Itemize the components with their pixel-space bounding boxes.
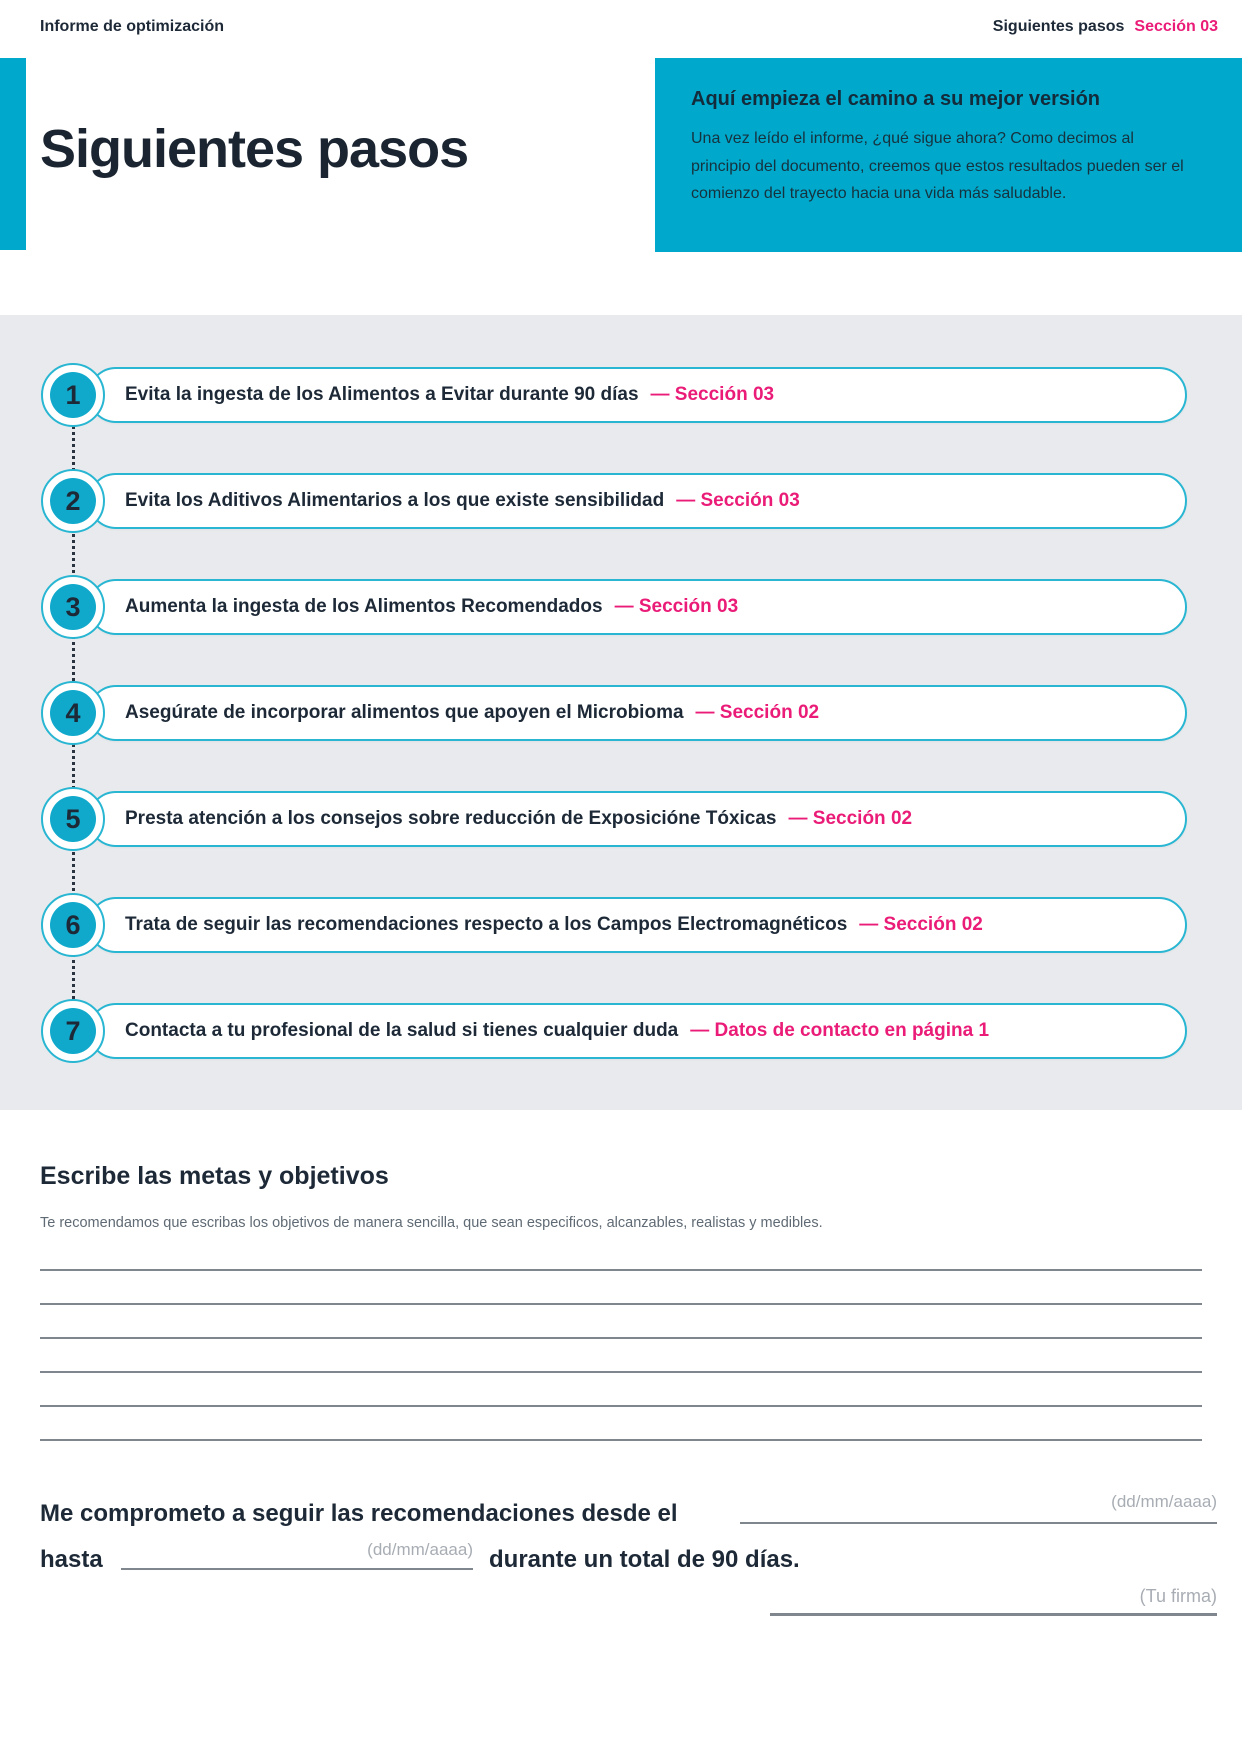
writing-line[interactable] — [40, 1303, 1202, 1305]
header-section-tag: Sección 03 — [1134, 18, 1218, 35]
step-number: 5 — [50, 796, 96, 842]
writing-line[interactable] — [40, 1439, 1202, 1441]
commitment-sentence-end: durante un total de 90 días. — [489, 1546, 800, 1573]
step-text: Trata de seguir las recomendaciones respecto a los Campos Electromagnéticos — [125, 914, 848, 935]
step-number: 6 — [50, 902, 96, 948]
step-pill — [88, 685, 1187, 741]
step-row — [0, 1003, 1242, 1059]
step-pill — [88, 791, 1187, 847]
page-title: Siguientes pasos — [40, 119, 469, 179]
step-row — [0, 367, 1242, 423]
step-row — [0, 685, 1242, 741]
step-number-badge — [41, 681, 105, 745]
writing-line[interactable] — [40, 1269, 1202, 1271]
step-reference-link[interactable]: — Sección 03 — [650, 384, 775, 405]
start-date-field[interactable]: (dd/mm/aaaa) — [740, 1492, 1217, 1524]
step-reference-link[interactable]: — Sección 03 — [614, 596, 739, 617]
step-pill — [88, 473, 1187, 529]
step-row — [0, 579, 1242, 635]
step-number-badge — [41, 363, 105, 427]
intro-box — [655, 58, 1242, 252]
step-pill — [88, 1003, 1187, 1059]
writing-line[interactable] — [40, 1337, 1202, 1339]
commitment-sentence-middle: hasta — [40, 1546, 103, 1573]
step-text: Aumenta la ingesta de los Alimentos Recomendados — [125, 596, 603, 617]
step-text: Presta atención a los consejos sobre reducción de Exposicióne Tóxicas — [125, 808, 777, 829]
accent-bar — [0, 58, 26, 250]
goals-writing-lines — [40, 1269, 1202, 1473]
step-reference-link[interactable]: — Sección 02 — [788, 808, 913, 829]
step-number-badge — [41, 469, 105, 533]
step-row — [0, 791, 1242, 847]
step-text: Evita la ingesta de los Alimentos a Evitar durante 90 días — [125, 384, 639, 405]
step-reference-link[interactable]: — Sección 02 — [695, 702, 820, 723]
steps-section — [0, 315, 1242, 1110]
document-title: Informe de optimización — [40, 18, 225, 35]
step-number: 7 — [50, 1008, 96, 1054]
writing-line[interactable] — [40, 1371, 1202, 1373]
step-text: Asegúrate de incorporar alimentos que apoyen el Microbioma — [125, 702, 684, 723]
goals-subtitle: Te recomendamos que escribas los objetivos de manera sencilla, que sean especificos, alcanzables, realistas y medibles. — [40, 1215, 823, 1231]
writing-line[interactable] — [40, 1405, 1202, 1407]
step-reference-link[interactable]: — Sección 02 — [859, 914, 983, 935]
step-row — [0, 473, 1242, 529]
goals-heading: Escribe las metas y objetivos — [40, 1162, 389, 1190]
step-reference-link[interactable]: — Sección 03 — [676, 490, 800, 511]
step-number: 3 — [50, 584, 96, 630]
commitment-sentence-start: Me comprometo a seguir las recomendaciones desde el — [40, 1500, 678, 1527]
step-reference-link[interactable]: — Datos de contacto en página 1 — [690, 1020, 990, 1041]
step-pill — [88, 897, 1187, 953]
signature-field[interactable]: (Tu firma) — [770, 1586, 1217, 1616]
step-pill — [88, 367, 1187, 423]
step-number-badge — [41, 787, 105, 851]
step-pill — [88, 579, 1187, 635]
step-text: Contacta a tu profesional de la salud si tienes cualquier duda — [125, 1020, 679, 1041]
step-row — [0, 897, 1242, 953]
step-number: 4 — [50, 690, 96, 736]
end-date-field[interactable]: (dd/mm/aaaa) — [121, 1540, 473, 1570]
header-breadcrumb — [993, 18, 1218, 36]
step-number-badge — [41, 999, 105, 1063]
step-number-badge — [41, 893, 105, 957]
step-number: 1 — [50, 372, 96, 418]
header-page-label: Siguientes pasos — [992, 18, 1125, 35]
intro-body: Una vez leído el informe, ¿qué sigue ahora? Como decimos al principio del documento, creemos que estos resultados pueden ser el comienzo del trayecto hacia una vida más saludable. — [691, 130, 1184, 203]
step-number-badge — [41, 575, 105, 639]
steps-list — [0, 367, 1242, 1059]
step-text: Evita los Aditivos Alimentarios a los que existe sensibilidad — [125, 490, 665, 511]
step-number: 2 — [50, 478, 96, 524]
intro-heading: Aquí empieza el camino a su mejor versión — [691, 88, 1101, 110]
